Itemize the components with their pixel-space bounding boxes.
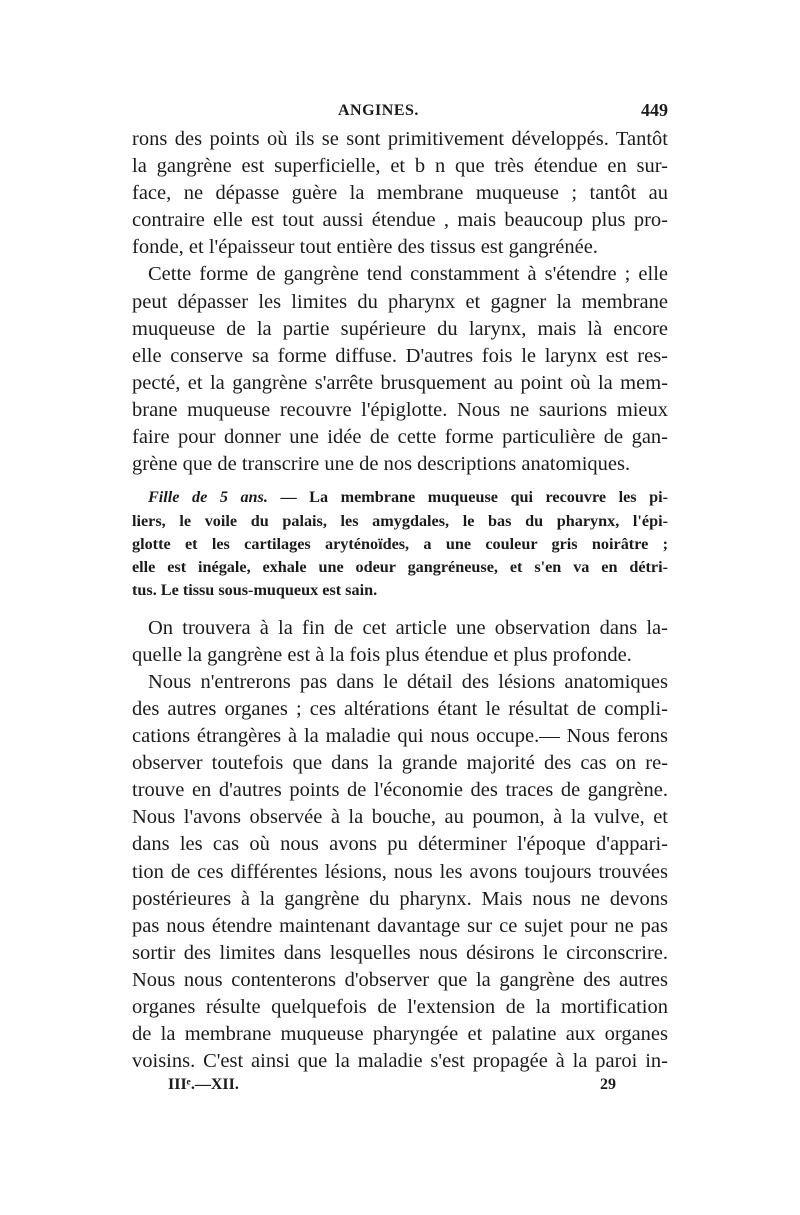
text-line: elle conserve sa forme diffuse. D'autres fois le larynx est res-	[132, 344, 668, 367]
page-footer	[132, 1076, 668, 1102]
text-line: On trouvera à la fin de cet article une observation dans la-	[148, 616, 668, 639]
text-line: tus. Le tissu sous-muqueux est sain.	[132, 581, 378, 600]
text-line: pas nous étendre maintenant davantage sur ce sujet pour ne pas	[132, 914, 668, 937]
signature-mark: IIIᵉ.—XII.	[168, 1076, 239, 1093]
text-line: sortir des limites dans lesquelles nous désirons le circonscrire.	[132, 941, 668, 964]
text-line: liers, le voile du palais, les amygdales, le bas du pharynx, l'épi-	[132, 511, 668, 530]
text-line	[132, 486, 668, 509]
text-line: la gangrène est superficielle, et b n que très étendue en sur-	[132, 155, 668, 178]
text-line: trouve en d'autres points de l'économie des traces de gangrène.	[132, 779, 668, 802]
text-line: postérieures à la gangrène du pharynx. Mais nous ne devons	[132, 887, 668, 910]
case-label: Fille de 5 ans.	[148, 488, 268, 507]
text-line: grène que de transcrire une de nos descriptions anatomiques.	[132, 453, 631, 476]
text-line: elle est inégale, exhale une odeur gangréneuse, et s'en va en détri-	[132, 558, 668, 577]
text-line: quelle la gangrène est à la fois plus étendue et plus profonde.	[132, 643, 632, 666]
text-line: face, ne dépasse guère la membrane muqueuse ; tantôt au	[132, 182, 668, 205]
text-line: observer toutefois que dans la grande majorité des cas on re-	[132, 752, 668, 775]
gathering-number: 29	[600, 1076, 616, 1093]
text-line: peut dépasser les limites du pharynx et gagner la membrane	[132, 290, 668, 313]
running-title: ANGINES.	[338, 102, 419, 119]
text-line: glotte et les cartilages aryténoïdes, a une couleur gris noirâtre ;	[132, 534, 668, 553]
text-line: voisins. C'est ainsi que la maladie s'est propagée à la paroi in-	[132, 1050, 668, 1073]
text-line: cations étrangères à la maladie qui nous occupe.— Nous ferons	[132, 725, 668, 748]
text-line: dans les cas où nous avons pu déterminer l'époque d'appari-	[132, 833, 668, 856]
paragraph-4	[132, 669, 668, 1075]
text-line: Nous nous contenterons d'observer que la gangrène des autres	[132, 968, 668, 991]
text-line: Cette forme de gangrène tend constamment à s'étendre ; elle	[148, 263, 668, 286]
text-line: brane muqueuse recouvre l'épiglotte. Nous ne saurions mieux	[132, 398, 668, 421]
anatomical-description	[132, 486, 668, 602]
text-line: faire pour donner une idée de cette forme particulière de gan-	[132, 426, 668, 449]
text-line: tion de ces différentes lésions, nous les avons toujours trouvées	[132, 860, 668, 883]
text-line: muqueuse de la partie supérieure du larynx, mais là encore	[132, 317, 668, 340]
text-line: pecté, et la gangrène s'arrête brusquement au point où la mem-	[132, 371, 668, 394]
case-text: — La membrane muqueuse qui recouvre les pi-	[280, 488, 668, 507]
text-line: des autres organes ; ces altérations étant le résultat de compli-	[132, 697, 668, 720]
text-line: organes résulte quelquefois de l'extension de la mortification	[132, 996, 668, 1019]
page-number: 449	[641, 100, 668, 120]
text-line: Nous n'entrerons pas dans le détail des lésions anatomiques	[148, 670, 668, 693]
text-line: Nous l'avons observée à la bouche, au poumon, à la vulve, et	[132, 806, 668, 829]
paragraph-2	[132, 261, 668, 478]
page-body	[132, 126, 668, 1075]
text-line: rons des points où ils se sont primitivement développés. Tantôt	[132, 128, 668, 150]
paragraph-3	[132, 615, 668, 669]
text-line: contraire elle est tout aussi étendue , mais beaucoup plus pro-	[132, 209, 668, 232]
text-line: fonde, et l'épaisseur tout entière des tissus est gangrénée.	[132, 236, 598, 259]
running-header	[132, 96, 668, 126]
text-line: de la membrane muqueuse pharyngée et palatine aux organes	[132, 1023, 668, 1046]
paragraph-1	[132, 126, 668, 261]
